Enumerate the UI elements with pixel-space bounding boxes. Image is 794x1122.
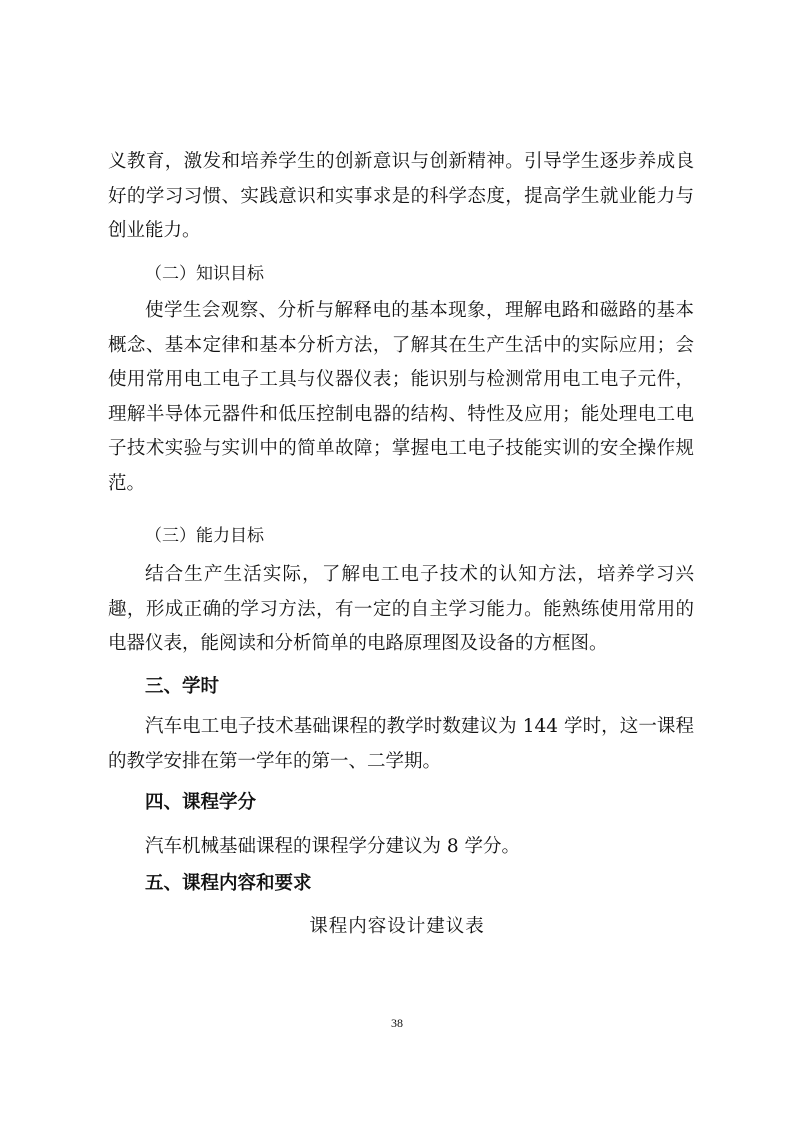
heading-ability-goals: （三）能力目标 [145,526,264,546]
page-number: 38 [391,1016,403,1030]
paragraph-ability-goals: 结合生产生活实际，了解电工电子技术的认知方法，培养学习兴趣，形成正确的学习方法，有一定的自主学习能力。能熟练使用常用的电器仪表，能阅读和分析简单的电路原理图及设备的方框图。 [108,564,694,654]
paragraph-knowledge-goals: 使学生会观察、分析与解释电的基本现象，理解电路和磁路的基本概念、基本定律和基本分析方法，了解其在生产生活中的实际应用；会使用常用电工电子工具与仪器仪表；能识别与检测常用电工电子元件，理解半导体元器件和低压控制电器的结构、特性及应用；能处理电工电子技术实验与实训中的简单故障；掌握电工电子技能实训的安全操作规范。 [108,300,694,494]
heading-knowledge-goals: （二）知识目标 [145,264,264,284]
heading-course-credits: 四、课程学分 [145,792,257,813]
heading-course-content: 五、课程内容和要求 [145,873,312,894]
paragraph-class-hours: 汽车电工电子技术基础课程的教学时数建议为 144 学时，这一课程的教学安排在第一学年的第一、二学期。 [108,716,694,772]
table-title: 课程内容设计建议表 [309,916,485,937]
paragraph-course-credits: 汽车机械基础课程的课程学分建议为 8 学分。 [145,836,521,857]
heading-class-hours: 三、学时 [145,676,220,697]
paragraph-innovation: 义教育，激发和培养学生的创新意识与创新精神。引导学生逐步养成良好的学习习惯、实践意识和实事求是的科学态度，提高学生就业能力与创业能力。 [108,151,694,241]
